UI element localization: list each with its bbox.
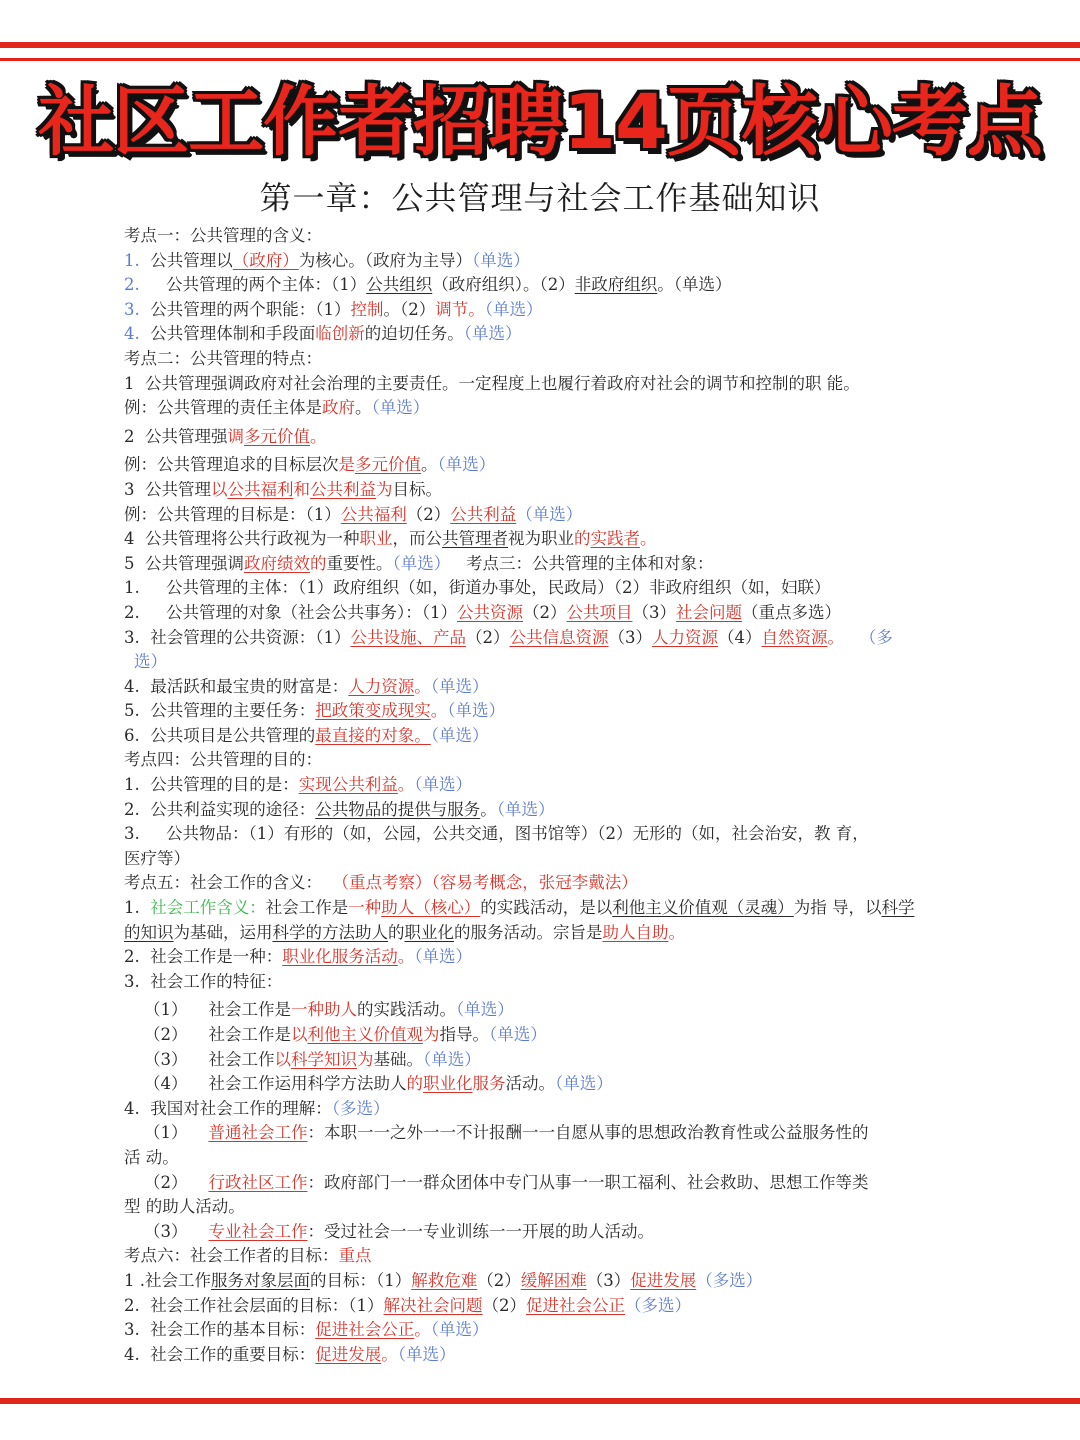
list-item: 4. 最活跃和最宝贵的财富是：人力资源。（单选） [124,676,489,696]
section-title: 考点三：公共管理的主体和对象： [466,553,714,573]
list-item: 4. 我国对社会工作的理解：（多选） [124,1098,390,1118]
section-title: 考点五：社会工作的含义： （重点考察）（容易考概念，张冠李戴法） [124,873,638,893]
list-item: 1. 公共管理的主体：（1）政府组织（如，街道办事处，民政局）（2）非政府组织（如，妇联） [124,578,831,598]
list-item: 3. 公共管理的两个职能：（1）控制。（2）调节。（单选） [124,299,543,319]
example-line: 例：公共管理的目标是：（1）公共福利（2）公共利益（单选） [124,504,583,524]
notes-content [124,224,930,1367]
list-item-continuation: 选） [134,652,167,672]
section-title: 考点四：公共管理的目的： [124,750,322,770]
example-line: 例：公共管理追求的目标层次是多元价值。（单选） [124,455,496,475]
list-item: 3. 社会管理的公共资源：（1）公共设施、产品（2）公共信息资源（3）人力资源（4）自然资源。 （多 [124,627,893,647]
list-item: 1 .社会工作服务对象层面的目标：（1）解救危难（2）缓解困难（3）促进发展（多选） [124,1270,763,1290]
sub-item-continuation: 型 的助人活动。 [124,1197,245,1217]
list-item-continuation: 医疗等） [124,848,190,868]
list-item: 2. 公共利益实现的途径：公共物品的提供与服务。（单选） [124,799,555,819]
list-item: 1. 公共管理的目的是：实现公共利益。（单选） [124,775,472,795]
list-item: 3 公共管理以公共福利和公共利益为目标。 [124,479,442,499]
sub-item: （4） 社会工作运用科学方法助人的职业化服务活动。（单选） [144,1074,613,1094]
list-item: 3. 社会工作的基本目标：促进社会公正。（单选） [124,1320,489,1340]
example-line: 例：公共管理的责任主体是政府。（单选） [124,398,430,418]
chapter-title: 第一章：公共管理与社会工作基础知识 [259,179,821,217]
sub-item-continuation: 活 动。 [124,1147,179,1167]
sub-item: （1） 社会工作是一种助人的实践活动。（单选） [144,1000,514,1020]
section-title: 考点二：公共管理的特点： [124,348,322,368]
bottom-rule [0,1398,1080,1404]
list-item: 2. 公共管理的两个主体：（1）公共组织（政府组织）。（2）非政府组织。（单选） [124,275,732,295]
sub-item: （3） 社会工作以科学知识为基础。（单选） [144,1049,481,1069]
list-item: 4 公共管理将公共行政视为一种职业，而公共管理者视为职业的实践者。 [124,529,657,549]
top-rule-thin [0,58,1080,61]
banner-title: 社区工作者招聘14页核心考点 [38,77,1042,166]
top-rule-thick [0,42,1080,48]
list-item: 5 公共管理强调政府绩效的重要性。（单选） 考点三：公共管理的主体和对象： [124,553,714,573]
section-title: 考点一：公共管理的含义： [124,226,322,245]
list-item: 1. 社会工作含义：社会工作是一种助人（核心）的实践活动，是以利他主义价值观（灵魂）为指 导，以科学的知识为基础，运用科学的方法助人的职业化的服务活动。宗旨是助人自助。 [124,898,915,942]
list-item: 1 公共管理强调政府对社会治理的主要责任。一定程度上也履行着政府对社会的调节和控制的职 能。 [124,373,860,393]
list-item: 5. 公共管理的主要任务：把政策变成现实。（单选） [124,701,505,721]
list-item: 2 公共管理强调多元价值。 [124,426,327,446]
list-item: 4. 社会工作的重要目标：促进发展。（单选） [124,1344,456,1364]
list-item: 2. 公共管理的对象（社会公共事务）：（1）公共资源（2）公共项目（3）社会问题（重点多选） [124,602,841,622]
list-item: 3. 公共物品：（1）有形的（如，公园，公共交通，图书馆等）（2）无形的（如，社会治安，教 育， [124,824,869,844]
list-item: 4. 公共管理体制和手段面临创新的迫切任务。（单选） [124,324,522,344]
list-item: 2. 社会工作是一种：职业化服务活动。（单选） [124,947,472,967]
sub-item: （2） 行政社区工作：政府部门一一群众团体中专门从事一一职工福利、社会救助、思想工作等类 [144,1172,869,1192]
list-item: 1. 公共管理以（政府）为核心。（政府为主导）（单选） [124,250,530,270]
sub-item: （2） 社会工作是以利他主义价值观为指导。（单选） [144,1025,547,1044]
list-item: 6. 公共项目是公共管理的最直接的对象。（单选） [124,725,489,745]
section-title: 考点六：社会工作者的目标：重点 [124,1246,372,1266]
sub-item: （3） 专业社会工作：受过社会一一专业训练一一开展的助人活动。 [144,1221,654,1241]
sub-item: （1） 普通社会工作：本职一一之外一一不计报酬一一自愿从事的思想政治教育性或公益服务性的 [144,1123,869,1143]
list-item: 2. 社会工作社会层面的目标：（1）解决社会问题（2）促进社会公正（多选） [124,1295,691,1315]
list-item: 3. 社会工作的特征： [124,971,283,991]
